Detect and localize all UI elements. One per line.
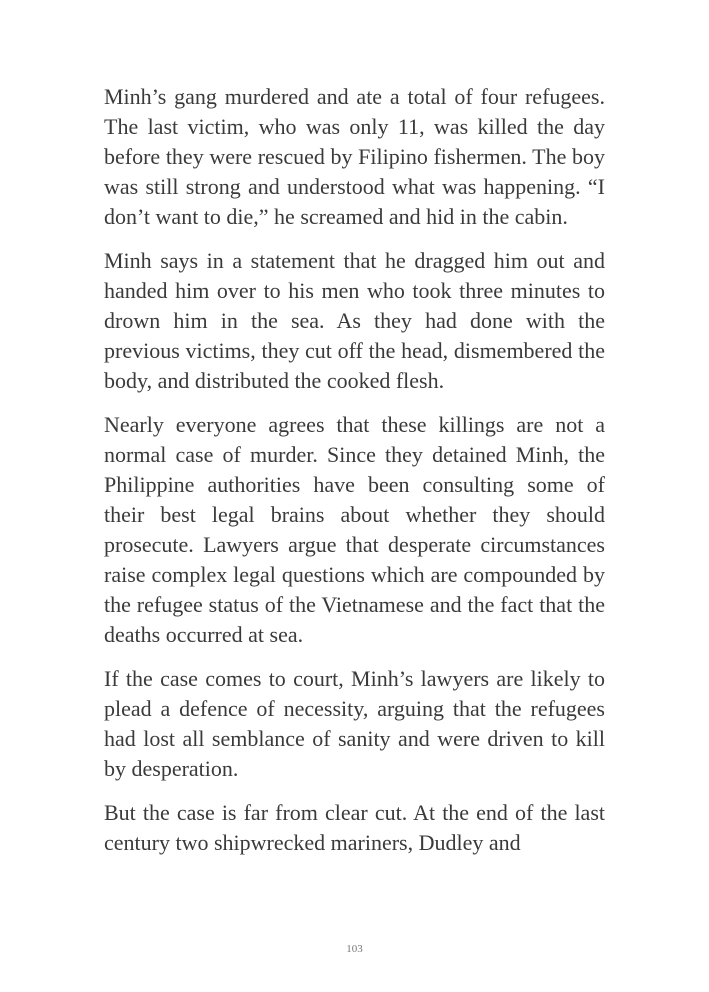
- paragraph-5: But the case is far from clear cut. At the end of the last century two shipwrecked mariners, Dudley and: [104, 800, 605, 855]
- body-text: [104, 82, 605, 872]
- paragraph-1: Minh’s gang murdered and ate a total of four refugees. The last victim, who was only 11, was killed the day before they were rescued by Filipino fishermen. The boy was still strong and understood what was happening. “I don’t want to die,” he screamed and hid in the cabin.: [104, 84, 605, 229]
- paragraph-3: Nearly everyone agrees that these killings are not a normal case of murder. Since they detained Minh, the Philippine authorities have been consulting some of their best legal brains about whether they should prosecute. Lawyers argue that desperate circumstances raise complex legal questions which are compounded by the refugee status of the Vietnamese and the fact that the deaths occurred at sea.: [104, 412, 605, 647]
- paragraph-2: Minh says in a statement that he dragged him out and handed him over to his men who took three minutes to drown him in the sea. As they had done with the previous victims, they cut off the head, dismembered the body, and distributed the cooked flesh.: [104, 248, 605, 393]
- paragraph-4: If the case comes to court, Minh’s lawyers are likely to plead a defence of necessity, arguing that the refugees had lost all semblance of sanity and were driven to kill by desperation.: [104, 666, 605, 781]
- page-number: 103: [346, 943, 363, 955]
